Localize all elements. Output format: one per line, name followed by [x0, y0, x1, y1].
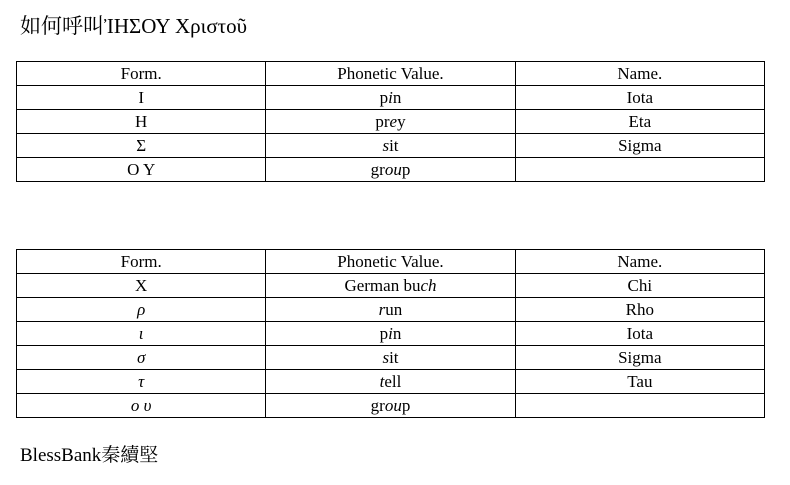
letter-form: Ο Υ — [17, 158, 266, 182]
column-header-name: Name. — [515, 250, 764, 274]
phonetic-value: German buch — [266, 274, 515, 298]
table-row — [17, 346, 765, 370]
letter-name: Chi — [515, 274, 764, 298]
phonetic-value: group — [266, 158, 515, 182]
letter-form: ρ — [17, 298, 266, 322]
letter-form: σ — [17, 346, 266, 370]
phonetic-value: sit — [266, 134, 515, 158]
table-row — [17, 274, 765, 298]
column-header-phonetic-value: Phonetic Value. — [266, 250, 515, 274]
letter-name: Rho — [515, 298, 764, 322]
table-header-row — [17, 250, 765, 274]
letter-name: Sigma — [515, 134, 764, 158]
table-row — [17, 86, 765, 110]
phonetic-value: pin — [266, 322, 515, 346]
column-header-form: Form. — [17, 250, 266, 274]
letter-name: Sigma — [515, 346, 764, 370]
letter-name — [515, 394, 764, 418]
letter-name — [515, 158, 764, 182]
letter-name: Tau — [515, 370, 764, 394]
column-header-phonetic-value: Phonetic Value. — [266, 62, 515, 86]
phonetic-value: prey — [266, 110, 515, 134]
table-header-row — [17, 62, 765, 86]
letter-form: Η — [17, 110, 266, 134]
table-row — [17, 110, 765, 134]
column-header-form: Form. — [17, 62, 266, 86]
phonetic-value: tell — [266, 370, 515, 394]
table-row — [17, 394, 765, 418]
table-row — [17, 370, 765, 394]
phonetic-value: pin — [266, 86, 515, 110]
lowercase-letters-table — [16, 249, 765, 418]
letter-name: Iota — [515, 322, 764, 346]
page-title: 如何呼叫ἸΗΣΟΥ Χριστοῦ — [20, 14, 247, 38]
phonetic-value: run — [266, 298, 515, 322]
letter-name: Iota — [515, 86, 764, 110]
table-row — [17, 158, 765, 182]
table-row — [17, 134, 765, 158]
letter-form: Ι — [17, 86, 266, 110]
table-row — [17, 322, 765, 346]
letter-form: Σ — [17, 134, 266, 158]
letter-form: ι — [17, 322, 266, 346]
footer-signature: BlessBank秦續堅 — [20, 445, 159, 466]
capital-letters-table — [16, 61, 765, 182]
table-row — [17, 298, 765, 322]
letter-form: ο υ — [17, 394, 266, 418]
column-header-name: Name. — [515, 62, 764, 86]
letter-form: τ — [17, 370, 266, 394]
phonetic-value: sit — [266, 346, 515, 370]
letter-name: Eta — [515, 110, 764, 134]
phonetic-value: group — [266, 394, 515, 418]
letter-form: Χ — [17, 274, 266, 298]
